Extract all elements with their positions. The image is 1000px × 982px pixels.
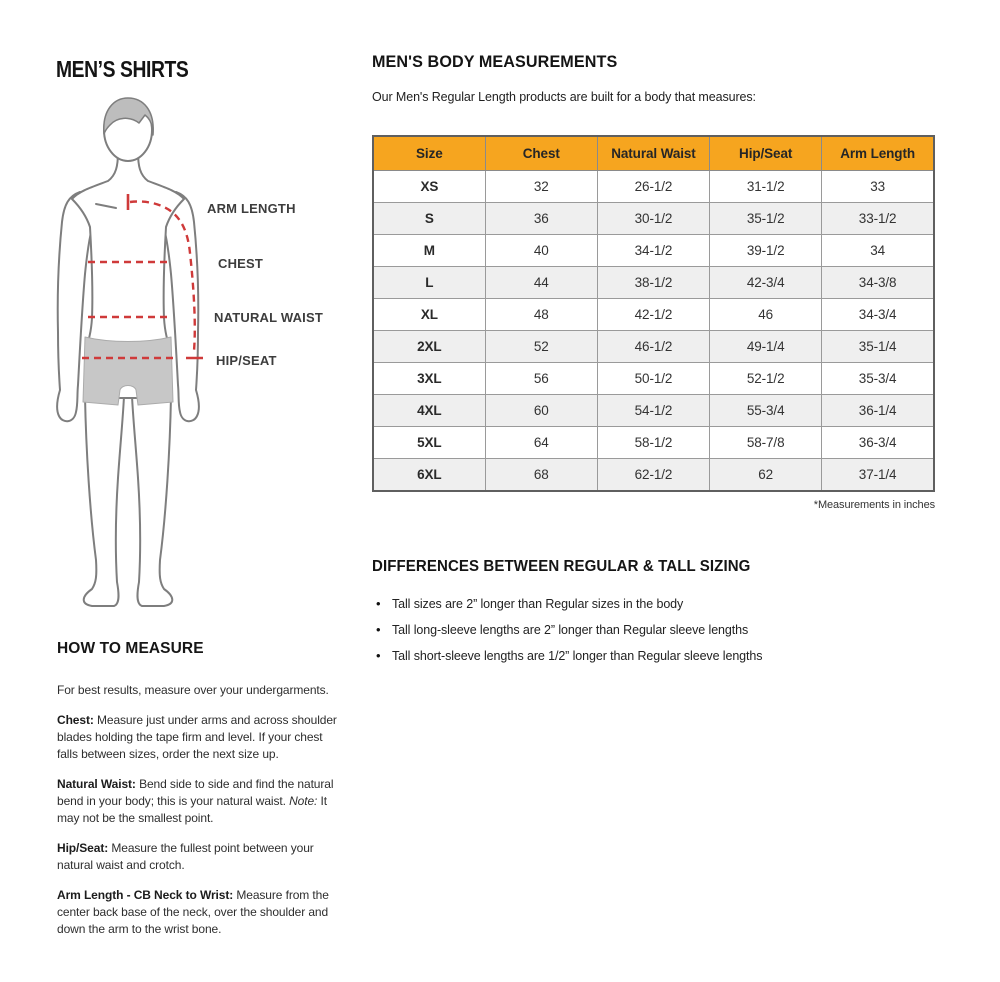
measure-instruction-arm-length [57, 887, 337, 938]
measurement-cell: 42-1/2 [597, 299, 709, 331]
table-row [373, 267, 934, 299]
column-header-arm-length: Arm Length [822, 136, 934, 171]
column-header-natural-waist: Natural Waist [597, 136, 709, 171]
header-row [373, 136, 934, 171]
measurement-cell: 55-3/4 [710, 395, 822, 427]
size-cell: L [373, 267, 485, 299]
size-cell: XS [373, 171, 485, 203]
bullet-dot-icon: • [376, 622, 381, 637]
how-to-measure-title: HOW TO MEASURE [57, 640, 204, 657]
instruction-text: Measure from the center back base of the neck, over the shoulder and down the arm to the wrist bone. [57, 888, 329, 936]
size-table [372, 135, 935, 492]
table-row [373, 363, 934, 395]
measurement-cell: 34 [822, 235, 934, 267]
measure-intro: For best results, measure over your undergarments. [57, 683, 329, 697]
measurement-cell: 64 [485, 427, 597, 459]
table-row [373, 395, 934, 427]
table-row [373, 203, 934, 235]
measurement-cell: 33-1/2 [822, 203, 934, 235]
size-cell: XL [373, 299, 485, 331]
measurement-cell: 32 [485, 171, 597, 203]
bullet-dot-icon: • [376, 596, 381, 611]
measurement-cell: 68 [485, 459, 597, 492]
measurement-cell: 62 [710, 459, 822, 492]
column-header-chest: Chest [485, 136, 597, 171]
how-to-measure-section [57, 640, 337, 951]
measurements-title: MEN'S BODY MEASUREMENTS [372, 52, 618, 71]
figure-right-leg [132, 396, 172, 606]
measurement-cell: 35-1/2 [710, 203, 822, 235]
page-title: MEN’S SHIRTS [56, 56, 189, 82]
table-row [373, 427, 934, 459]
measurement-cell: 60 [485, 395, 597, 427]
measurements-section [372, 52, 938, 674]
size-cell: M [373, 235, 485, 267]
figure-label-arm-length: ARM LENGTH [207, 201, 296, 216]
measurement-cell: 46 [710, 299, 822, 331]
measurement-cell: 40 [485, 235, 597, 267]
instruction-text: Measure the fullest point between your natural waist and crotch. [57, 841, 314, 872]
measurement-cell: 50-1/2 [597, 363, 709, 395]
table-row [373, 331, 934, 363]
size-cell: 2XL [373, 331, 485, 363]
differences-list [372, 596, 938, 664]
measurements-subtitle: Our Men's Regular Length products are built for a body that measures: [372, 90, 756, 104]
figure-left-leg [84, 396, 124, 606]
instruction-label: Chest: [57, 713, 94, 727]
measurement-cell: 62-1/2 [597, 459, 709, 492]
instruction-label: Natural Waist: [57, 777, 136, 791]
measurement-cell: 56 [485, 363, 597, 395]
instruction-label: Arm Length - CB Neck to Wrist: [57, 888, 234, 902]
measurement-cell: 35-3/4 [822, 363, 934, 395]
measure-instruction-hip-seat [57, 840, 337, 874]
body-diagram [40, 90, 240, 620]
size-cell: 6XL [373, 459, 485, 492]
measurement-cell: 34-3/8 [822, 267, 934, 299]
measurement-cell: 44 [485, 267, 597, 299]
figure-label-chest: CHEST [218, 256, 264, 271]
measurement-cell: 58-7/8 [710, 427, 822, 459]
measurement-cell: 49-1/4 [710, 331, 822, 363]
measurement-cell: 35-1/4 [822, 331, 934, 363]
measurement-cell: 31-1/2 [710, 171, 822, 203]
table-row [373, 235, 934, 267]
size-cell: 5XL [373, 427, 485, 459]
measurement-cell: 38-1/2 [597, 267, 709, 299]
instruction-text: It may not be the smallest point. [57, 794, 327, 825]
bullet-text: Tall short-sleeve lengths are 1/2” longer than Regular sleeve lengths [392, 649, 763, 663]
size-cell: 3XL [373, 363, 485, 395]
measurement-cell: 48 [485, 299, 597, 331]
measurement-cell: 26-1/2 [597, 171, 709, 203]
list-item [372, 596, 938, 612]
measurement-cell: 37-1/4 [822, 459, 934, 492]
measurement-cell: 54-1/2 [597, 395, 709, 427]
table-row [373, 459, 934, 492]
instruction-text: Bend side to side and find the natural bend in your body; this is your natural waist. [57, 777, 334, 808]
measurement-cell: 36-1/4 [822, 395, 934, 427]
measurement-cell: 34-1/2 [597, 235, 709, 267]
list-item [372, 648, 938, 664]
table-row [373, 171, 934, 203]
differences-title: DIFFERENCES BETWEEN REGULAR & TALL SIZING [372, 558, 751, 575]
size-table-body [373, 171, 934, 492]
measurement-cell: 52 [485, 331, 597, 363]
measurement-cell: 34-3/4 [822, 299, 934, 331]
measurement-cell: 36-3/4 [822, 427, 934, 459]
measurement-cell: 36 [485, 203, 597, 235]
table-row [373, 299, 934, 331]
instruction-text: Measure just under arms and across shoulder blades holding the tape firm and level. If your chest falls between sizes, order the next size up. [57, 713, 337, 761]
figure-label-natural-waist: NATURAL WAIST [214, 310, 323, 325]
instruction-label: Hip/Seat: [57, 841, 109, 855]
bullet-text: Tall long-sleeve lengths are 2” longer than Regular sleeve lengths [392, 623, 749, 637]
body-figure-illustration [40, 90, 240, 620]
measurement-cell: 42-3/4 [710, 267, 822, 299]
measurement-cell: 39-1/2 [710, 235, 822, 267]
measurement-cell: 58-1/2 [597, 427, 709, 459]
size-table-header [373, 136, 934, 171]
figure-label-hip-seat: HIP/SEAT [216, 353, 277, 368]
size-cell: S [373, 203, 485, 235]
bullet-dot-icon: • [376, 648, 381, 663]
measurement-cell: 30-1/2 [597, 203, 709, 235]
measurement-cell: 52-1/2 [710, 363, 822, 395]
measurement-cell: 33 [822, 171, 934, 203]
column-header-size: Size [373, 136, 485, 171]
measure-instruction-chest [57, 712, 337, 763]
table-footnote: *Measurements in inches [813, 499, 935, 511]
list-item [372, 622, 938, 638]
bullet-text: Tall sizes are 2” longer than Regular sizes in the body [392, 597, 684, 611]
measurement-cell: 46-1/2 [597, 331, 709, 363]
column-header-hip-seat: Hip/Seat [710, 136, 822, 171]
instruction-note-label: Note: [289, 794, 318, 808]
measure-instruction-natural-waist [57, 776, 337, 827]
size-cell: 4XL [373, 395, 485, 427]
